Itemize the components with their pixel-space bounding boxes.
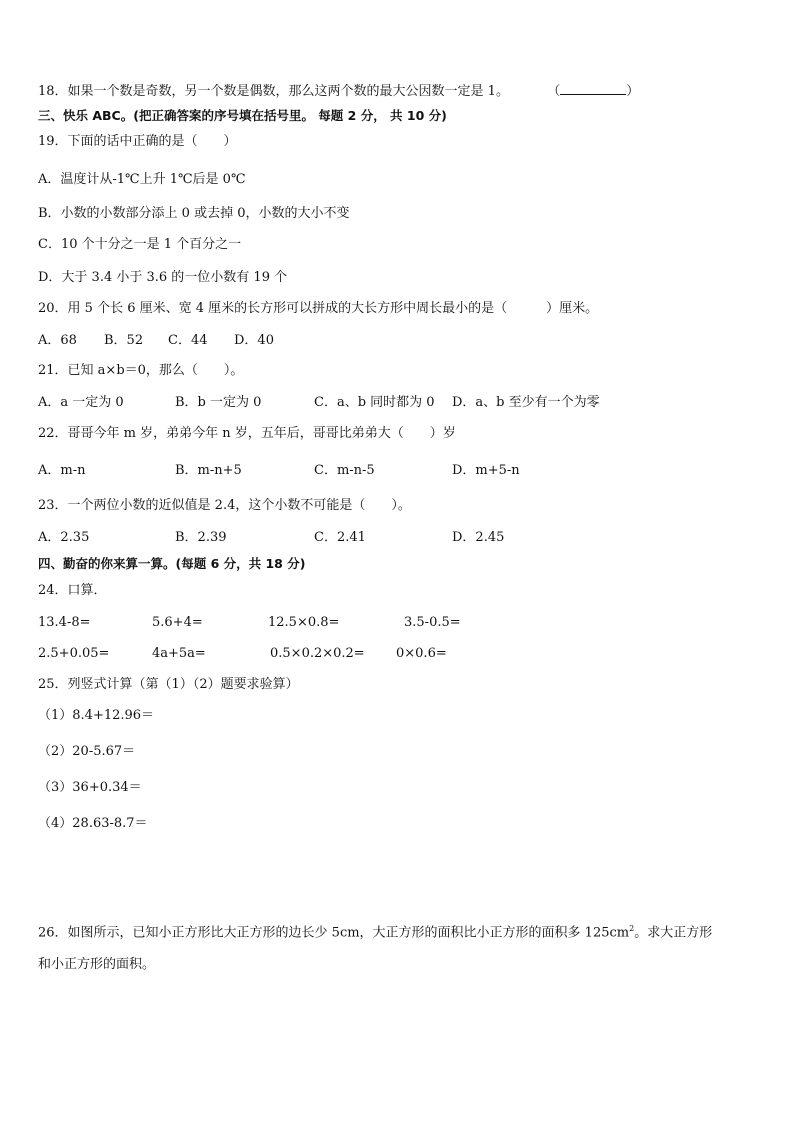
question-19-option-a: A．温度计从-1℃上升 1℃后是 0℃ (38, 172, 246, 187)
mental-calc-item: 3.5-0.5= (404, 615, 461, 630)
section-3-title: 三、快乐 ABC。(把正确答案的序号填在括号里。 每题 2 分， 共 10 分) (38, 108, 447, 123)
answer-paren-open: （ (547, 84, 561, 99)
question-26-line-2: 和小正方形的面积。 (38, 957, 156, 972)
mental-calc-item: 5.6+4= (152, 615, 203, 630)
question-23-option-a: A．2.35 (38, 530, 90, 545)
question-20-option-c: C．44 (168, 333, 208, 348)
mental-calc-item: 2.5+0.05= (38, 646, 110, 661)
question-22-stem: 22．哥哥今年 m 岁，弟弟今年 n 岁，五年后，哥哥比弟弟大（ ）岁 (38, 426, 456, 441)
question-23-option-d: D．2.45 (452, 530, 505, 545)
vertical-calc-item: （3）36+0.34＝ (38, 780, 142, 795)
question-19-option-d: D．大于 3.4 小于 3.6 的一位小数有 19 个 (38, 270, 288, 285)
question-20-option-a: A．68 (38, 333, 77, 348)
question-25-stem: 25．列竖式计算（第（1）（2）题要求验算） (38, 677, 299, 692)
question-23-stem: 23．一个两位小数的近似值是 2.4，这个小数不可能是（ ）。 (38, 498, 411, 513)
question-19-option-b: B．小数的小数部分添上 0 或去掉 0，小数的大小不变 (38, 206, 350, 221)
question-21-option-c: C．a、b 同时都为 0 (314, 395, 435, 410)
question-22-option-d: D．m+5-n (452, 463, 520, 478)
square-unit-superscript: 2 (629, 924, 635, 933)
mental-calc-item: 13.4-8= (38, 615, 91, 630)
question-18-text: 18．如果一个数是奇数，另一个数是偶数，那么这两个数的最大公因数一定是 1。 (38, 84, 509, 99)
question-19-option-c: C．10 个十分之一是 1 个百分之一 (38, 237, 242, 252)
question-21-option-b: B．b 一定为 0 (175, 395, 262, 410)
question-21-stem: 21．已知 a×b＝0，那么（ ）。 (38, 363, 244, 378)
question-26-text-b: 。求大正方形 (634, 925, 713, 941)
question-20-option-d: D．40 (234, 333, 274, 348)
question-22-option-b: B．m-n+5 (175, 463, 242, 478)
question-21-option-d: D．a、b 至少有一个为零 (452, 395, 600, 410)
question-19-stem: 19．下面的话中正确的是（ ） (38, 134, 237, 149)
question-22-option-c: C．m-n-5 (314, 463, 375, 478)
answer-paren-close: ） (626, 84, 640, 99)
question-24-stem: 24．口算． (38, 583, 107, 598)
mental-calc-item: 12.5×0.8= (268, 615, 340, 630)
vertical-calc-item: （1）8.4+12.96＝ (38, 708, 155, 723)
vertical-calc-item: （2）20-5.67＝ (38, 744, 136, 759)
vertical-calc-item: （4）28.63-8.7＝ (38, 816, 148, 831)
question-20-stem: 20．用 5 个长 6 厘米、宽 4 厘米的长方形可以拼成的大长方形中周长最小的是（ ）厘米。 (38, 301, 599, 316)
question-18 (38, 82, 639, 101)
question-23-option-b: B．2.39 (175, 530, 227, 545)
section-4-title: 四、勤奋的你来算一算。(每题 6 分，共 18 分) (38, 556, 306, 571)
mental-calc-item: 0×0.6= (396, 646, 447, 661)
question-21-option-a: A．a 一定为 0 (38, 395, 124, 410)
mental-calc-item: 4a+5a= (152, 646, 206, 661)
question-20-option-b: B．52 (104, 333, 144, 348)
question-22-option-a: A．m-n (38, 463, 86, 478)
question-26-line-1 (38, 920, 712, 942)
question-26-text-a: 26．如图所示，已知小正方形比大正方形的边长少 5cm，大正方形的面积比小正方形的面积多 125cm (38, 925, 630, 941)
mental-calc-item: 0.5×0.2×0.2= (270, 646, 365, 661)
question-23-option-c: C．2.41 (314, 530, 366, 545)
answer-blank[interactable] (560, 82, 626, 95)
